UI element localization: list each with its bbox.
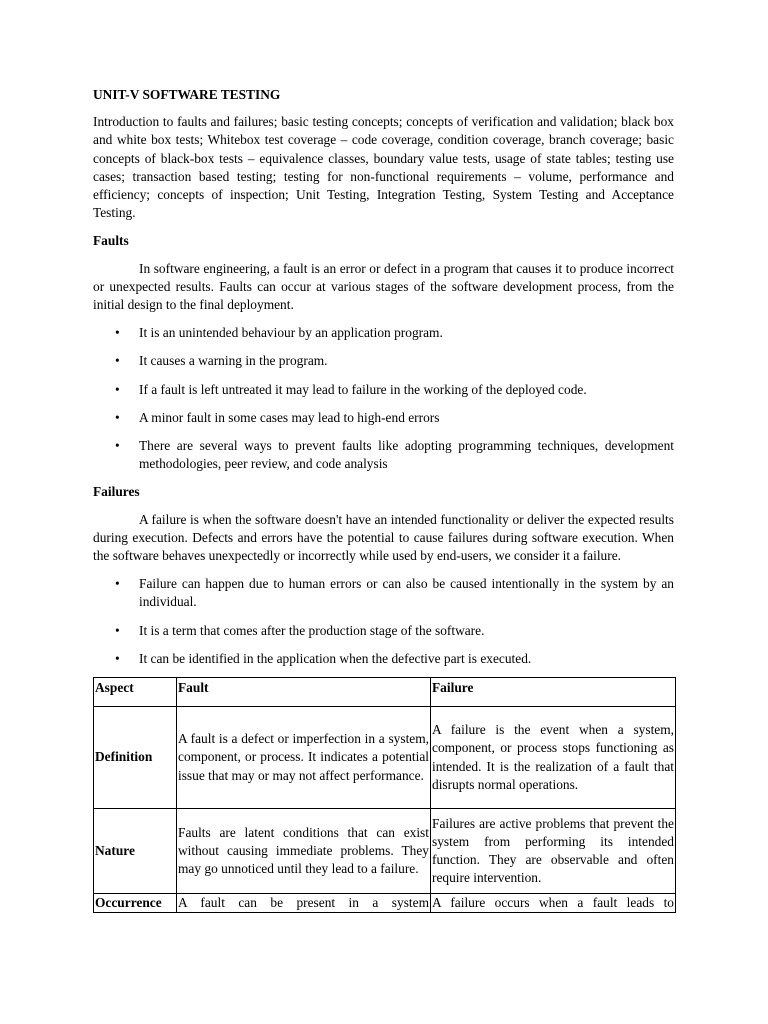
header-failure: Failure xyxy=(431,678,676,707)
intro-paragraph: Introduction to faults and failures; basic testing concepts; concepts of verification and validation; black box and white box tests; Whitebox test coverage – code coverage, condition coverage, branch coverage; basic concepts of black-box tests – equivalence classes, boundary value tests, usage of state tables; testing use cases; transaction based testing; testing for non-functional requirements – volume, performance and efficiency; concepts of inspection; Unit Testing, Integration Testing, System Testing and Acceptance Testing. xyxy=(93,114,674,221)
header-fault: Fault xyxy=(177,678,431,707)
aspect-cell: Nature xyxy=(94,809,177,894)
list-item: • If a fault is left untreated it may lead to failure in the working of the deployed code. xyxy=(93,381,674,399)
aspect-cell: Occurrence xyxy=(94,894,177,913)
fault-cell: A fault can be present in a system xyxy=(177,894,431,913)
failure-cell: Failures are active problems that prevent the system from performing its intended function. They are observable and often require intervention. xyxy=(431,809,676,894)
list-item: • It is an unintended behaviour by an application program. xyxy=(93,324,674,342)
failure-cell: A failure occurs when a fault leads to xyxy=(431,894,676,913)
list-item: • It causes a warning in the program. xyxy=(93,352,674,370)
fault-cell: A fault is a defect or imperfection in a system, component, or process. It indicates a potential issue that may or may not affect performance. xyxy=(177,707,431,809)
table-row xyxy=(94,894,676,913)
document-body xyxy=(93,86,674,913)
table-header-row xyxy=(94,678,676,707)
failures-paragraph: A failure is when the software doesn't have an intended functionality or deliver the expected results during execution. Defects and errors have the potential to cause failures during software execution. When the software behaves unexpectedly or incorrectly while used by end-users, we consider it a failure. xyxy=(93,511,674,564)
header-aspect: Aspect xyxy=(94,678,177,707)
list-item: • It can be identified in the application when the defective part is executed. xyxy=(93,650,674,668)
table-row xyxy=(94,809,676,894)
list-item: • There are several ways to prevent faults like adopting programming techniques, development methodologies, peer review, and code analysis xyxy=(93,437,674,473)
failures-heading: Failures xyxy=(93,484,140,500)
table-row xyxy=(94,707,676,809)
list-item: • It is a term that comes after the production stage of the software. xyxy=(93,622,674,640)
aspect-cell: Definition xyxy=(94,707,177,809)
faults-paragraph: In software engineering, a fault is an error or defect in a program that causes it to produce incorrect or unexpected results. Faults can occur at various stages of the software development process, from the initial design to the final deployment. xyxy=(93,260,674,313)
failure-cell: A failure is the event when a system, component, or process stops functioning as intended. It is the realization of a fault that disrupts normal operations. xyxy=(431,707,676,809)
list-item: • A minor fault in some cases may lead to high-end errors xyxy=(93,409,674,427)
faults-bullet-list xyxy=(93,324,674,473)
fault-cell: Faults are latent conditions that can exist without causing immediate problems. They may go unnoticed until they lead to a failure. xyxy=(177,809,431,894)
list-item: • Failure can happen due to human errors or can also be caused intentionally in the system by an individual. xyxy=(93,575,674,611)
fault-vs-failure-table xyxy=(93,677,676,913)
unit-title: UNIT-V SOFTWARE TESTING xyxy=(93,87,281,102)
failures-bullet-list xyxy=(93,575,674,668)
faults-heading: Faults xyxy=(93,233,129,249)
